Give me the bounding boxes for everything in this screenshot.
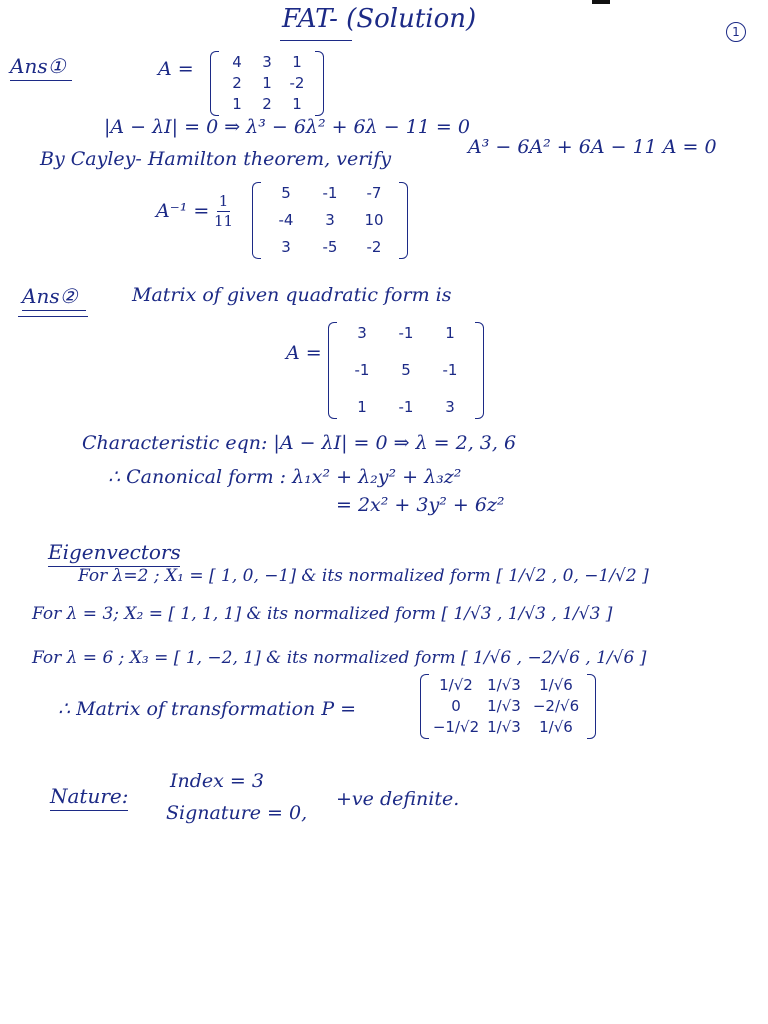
matrix-cell: -4 [278, 211, 294, 229]
nature-definite: +ve definite. [336, 788, 460, 810]
nature-underline [50, 810, 128, 811]
fraction-numerator: 1 [218, 192, 229, 210]
ans2-intro: Matrix of given quadratic form is [132, 284, 452, 306]
ans2-matrix-name: A = [286, 342, 322, 364]
matrix-cell: 1/√3 [487, 718, 521, 736]
matrix-cell: −2/√6 [532, 697, 580, 715]
matrix-cell: 0 [451, 697, 461, 715]
page-number: 1 [726, 22, 746, 42]
matrix-cell: 4 [232, 53, 242, 71]
matrix-cell: -1 [398, 324, 414, 342]
transform-matrix-p [432, 678, 584, 735]
matrix-cell: -5 [322, 238, 338, 256]
ans1-char-eq: |A − λI| = 0 ⇒ λ³ − 6λ² + 6λ − 11 = 0 [104, 116, 470, 138]
ans1-cayley-eq: A³ − 6A² + 6A − 11 A = 0 [468, 136, 717, 158]
matrix-cell: -2 [289, 74, 305, 92]
scan-artifact [592, 0, 610, 4]
fraction-denominator: 11 [214, 212, 234, 230]
title-underline [280, 40, 352, 41]
eigen-row-1: For λ=2 ; X₁ = [ 1, 0, −1] & its normalized form [ 1/√2 , 0, −1/√2 ] [78, 566, 649, 586]
ans1-matrix-name: A = [158, 58, 194, 80]
nature-signature: Signature = 0, [166, 802, 308, 824]
matrix-cell: 1 [445, 324, 455, 342]
matrix-cell: 1 [357, 398, 367, 416]
matrix-cell: 3 [357, 324, 367, 342]
matrix-cell: 1/√2 [439, 676, 473, 694]
ans2-canonical: ∴ Canonical form : λ₁x² + λ₂y² + λ₃z² [108, 466, 462, 488]
ans2-underline-2 [18, 316, 88, 317]
matrix-cell: 1 [262, 74, 272, 92]
matrix-cell: 3 [325, 211, 335, 229]
page-title: FAT- (Solution) [282, 4, 477, 34]
matrix-cell: -1 [398, 398, 414, 416]
matrix-cell: 1 [232, 95, 242, 113]
nature-label: Nature: [50, 784, 129, 808]
matrix-cell: -1 [322, 184, 338, 202]
matrix-cell: 3 [262, 53, 272, 71]
nature-index: Index = 3 [170, 770, 264, 792]
matrix-cell: -1 [442, 361, 458, 379]
ans1-inverse-fraction [214, 194, 233, 229]
ans1-label: Ans① [10, 54, 66, 78]
ans2-label: Ans② [22, 284, 78, 308]
ans1-cayley-text: By Cayley- Hamilton theorem, verify [40, 148, 392, 170]
ans2-underline [22, 310, 86, 311]
matrix-cell: -2 [366, 238, 382, 256]
matrix-cell: −1/√2 [432, 718, 480, 736]
ans2-canonical-result: = 2x² + 3y² + 6z² [336, 494, 505, 516]
ans1-underline [10, 80, 72, 81]
matrix-cell: 1/√3 [487, 697, 521, 715]
matrix-cell: 5 [281, 184, 291, 202]
matrix-cell: 2 [262, 95, 272, 113]
eigen-row-3: For λ = 6 ; X₃ = [ 1, −2, 1] & its normalized form [ 1/√6 , −2/√6 , 1/√6 ] [32, 648, 647, 668]
matrix-cell: 1 [292, 53, 302, 71]
matrix-cell: -1 [354, 361, 370, 379]
eigen-row-2: For λ = 3; X₂ = [ 1, 1, 1] & its normalized form [ 1/√3 , 1/√3 , 1/√3 ] [32, 604, 613, 624]
matrix-cell: 10 [364, 211, 384, 229]
matrix-cell: 5 [401, 361, 411, 379]
matrix-cell: 1 [292, 95, 302, 113]
matrix-cell: -7 [366, 184, 382, 202]
matrix-cell: 2 [232, 74, 242, 92]
matrix-cell: 1/√6 [539, 676, 573, 694]
ans1-inverse-matrix [264, 186, 396, 255]
ans1-matrix-a [222, 55, 312, 112]
matrix-cell: 1/√3 [487, 676, 521, 694]
matrix-cell: 3 [281, 238, 291, 256]
ans1-inverse-lhs: A⁻¹ = [156, 200, 210, 222]
matrix-cell: 3 [445, 398, 455, 416]
matrix-cell: 1/√6 [539, 718, 573, 736]
ans2-char-eq: Characteristic eqn: |A − λI| = 0 ⇒ λ = 2, 3, 6 [82, 432, 517, 454]
ans2-matrix-a [340, 326, 472, 415]
eigen-heading: Eigenvectors [48, 540, 181, 564]
transform-label: ∴ Matrix of transformation P = [58, 698, 357, 720]
